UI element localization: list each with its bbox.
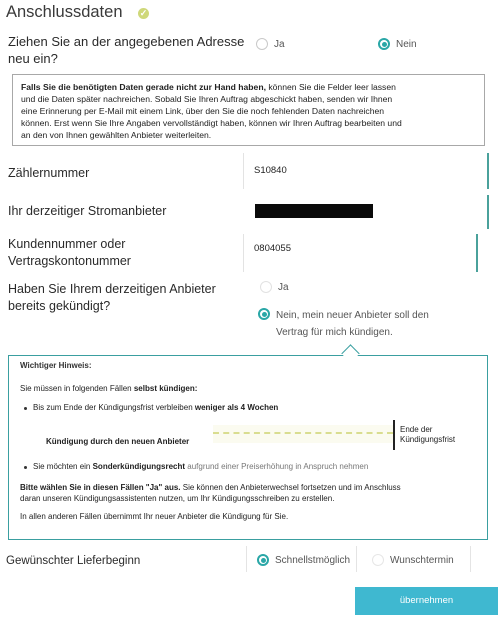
delivery-option-date[interactable] xyxy=(372,554,454,566)
delivery-option-asap[interactable] xyxy=(257,554,350,566)
divider xyxy=(356,546,357,572)
submit-button[interactable]: übernehmen xyxy=(355,587,498,615)
timeline-dashes xyxy=(213,432,393,434)
current-provider-field[interactable] xyxy=(243,195,489,229)
timeline-right-label: Ende der Kündigungsfrist xyxy=(400,425,456,444)
customer-number-label-line1: Kundennummer oder xyxy=(8,237,126,251)
radio-unchecked-icon[interactable] xyxy=(256,38,268,50)
customer-number-field[interactable] xyxy=(243,234,478,272)
meter-number-value: S10840 xyxy=(254,165,287,176)
delivery-option-asap-label: Schnellstmöglich xyxy=(275,554,351,566)
radio-checked-icon[interactable] xyxy=(257,554,269,566)
move-option-yes-label: Ja xyxy=(274,38,285,50)
radio-unchecked-icon[interactable] xyxy=(372,554,384,566)
cancel-option-no-line2: Vertrag für mich kündigen. xyxy=(276,327,393,338)
missing-data-info-box xyxy=(12,74,485,146)
cancel-option-no-label xyxy=(276,307,429,341)
info-line5: an den von Ihnen gewählten Anbieter weiterleiten. xyxy=(21,130,212,140)
check-icon: ✓ xyxy=(139,8,148,18)
cancel-question-line2: bereits gekündigt? xyxy=(8,299,111,313)
move-option-yes[interactable] xyxy=(256,38,285,50)
move-question-line1: Ziehen Sie an der angegebenen Adresse xyxy=(8,34,245,49)
timeline-end-marker xyxy=(393,420,395,450)
notice-title: Wichtiger Hinweis: xyxy=(20,361,92,370)
cancel-question-line1: Haben Sie Ihrem derzeitigen Anbieter xyxy=(8,282,216,296)
meter-number-label: Zählernummer xyxy=(8,166,90,180)
move-option-no[interactable] xyxy=(378,38,417,50)
info-line2: und die Daten später nachreichen. Sobald Sie Ihren Auftrag abgeschickt haben, senden wir Ihnen xyxy=(21,94,393,104)
move-question-label xyxy=(8,33,244,67)
timeline-bar xyxy=(213,425,393,443)
delivery-option-date-label: Wunschtermin xyxy=(390,554,454,566)
section-title: Anschlussdaten xyxy=(6,3,123,21)
cancel-option-yes[interactable] xyxy=(260,281,289,293)
radio-checked-icon[interactable] xyxy=(258,308,270,320)
divider xyxy=(246,546,247,572)
notice-intro: Sie müssen in folgenden Fällen selbst kündigen: xyxy=(20,384,198,393)
notice-bullet2: Sie möchten ein Sonderkündigungsrecht aufgrund einer Preiserhöhung in Anspruch nehmen xyxy=(33,462,369,471)
notice-bullet1: Bis zum Ende der Kündigungsfrist verbleiben weniger als 4 Wochen xyxy=(33,403,279,412)
redacted-value xyxy=(255,204,373,218)
customer-number-label-line2: Vertragskontonummer xyxy=(8,254,131,268)
divider xyxy=(470,546,471,572)
meter-number-field[interactable] xyxy=(243,153,489,189)
info-line1: können Sie die Felder leer lassen xyxy=(265,82,396,92)
delivery-start-label: Gewünschter Lieferbeginn xyxy=(6,555,141,567)
move-question-line2: neu ein? xyxy=(8,51,58,66)
cancel-option-no-line1: Nein, mein neuer Anbieter soll den xyxy=(276,310,429,321)
notice-para1-line2: daran unseren Kündigungsassistenten nutzen, um Ihr Kündigungsschreiben zu erstellen. xyxy=(20,494,335,503)
radio-unchecked-icon[interactable] xyxy=(260,281,272,293)
radio-checked-icon[interactable] xyxy=(378,38,390,50)
info-line4: können. Erst wenn Sie Ihre Angaben vervollständigt haben, können wir Ihren Auftrag bearbeiten und xyxy=(21,118,402,128)
cancel-question-label xyxy=(8,281,216,315)
notice-para2: In allen anderen Fällen übernimmt Ihr neuer Anbieter die Kündigung für Sie. xyxy=(20,512,289,521)
cancel-option-yes-label: Ja xyxy=(278,281,289,293)
current-provider-label: Ihr derzeitiger Stromanbieter xyxy=(8,204,167,218)
info-line3: eine Erinnerung per E-Mail mit einem Link, über den Sie die noch fehlenden Daten nachreichen xyxy=(21,106,385,116)
customer-number-label xyxy=(8,236,131,270)
bullet-icon xyxy=(24,407,27,410)
notice-para1: Bitte wählen Sie in diesen Fällen "Ja" aus. Sie können den Anbieterwechsel fortsetzen und im Anschluss xyxy=(20,483,401,492)
customer-number-value: 0804055 xyxy=(254,243,291,254)
move-option-no-label: Nein xyxy=(396,38,417,50)
info-lead: Falls Sie die benötigten Daten gerade nicht zur Hand haben, xyxy=(21,82,266,92)
bullet-icon xyxy=(24,466,27,469)
timeline-left-label: Kündigung durch den neuen Anbieter xyxy=(46,437,190,446)
